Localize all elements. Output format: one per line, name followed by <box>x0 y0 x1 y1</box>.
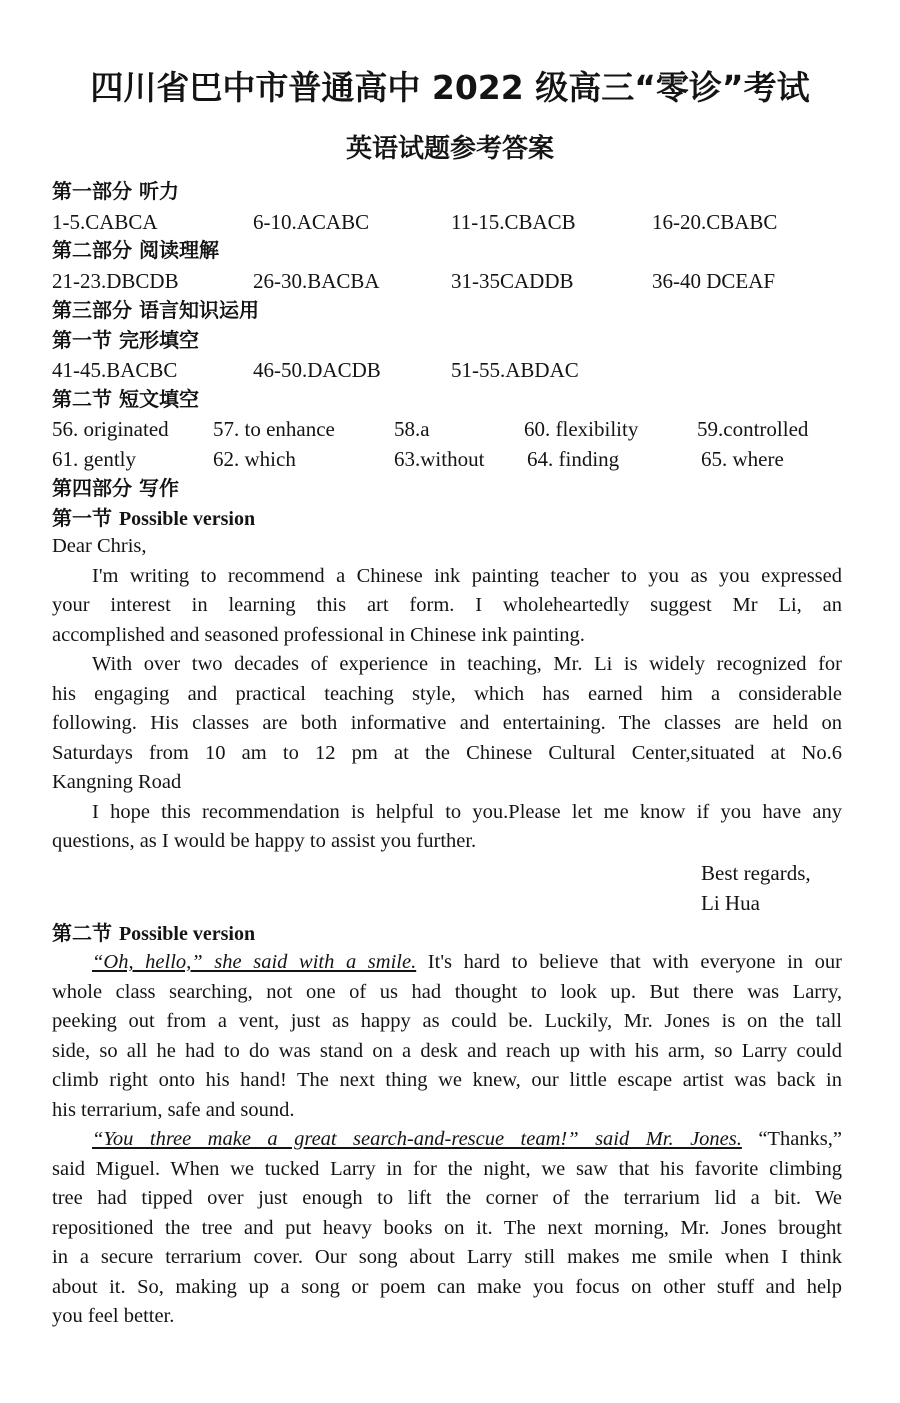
answer-item: 63.without <box>394 447 485 471</box>
answer-item: 62. which <box>213 447 296 471</box>
part2-answers <box>0 268 900 294</box>
letter-greeting: Dear Chris, <box>52 535 147 557</box>
letter-body <box>52 532 842 857</box>
part1-answers <box>0 209 900 235</box>
answer-item: 16-20.CBABC <box>652 210 778 234</box>
text-line: accomplished and seasoned professional in Chinese ink painting. <box>52 623 585 646</box>
answer-item: 58.a <box>394 417 430 441</box>
text-line: side, so all he had to do was stand on a desk and reach up with his arm, so Larry could <box>52 1039 842 1062</box>
section-label-en: Possible version <box>118 923 256 945</box>
text-line: peeking out from a vent, just as happy as could be. Luckily, Mr. Jones is on the tall <box>52 1010 842 1032</box>
answer-item: 57. to enhance <box>213 417 335 441</box>
answer-item: 26-30.BACBA <box>253 269 380 293</box>
answer-item: 51-55.ABDAC <box>451 358 579 382</box>
text-line: tree had tipped over just enough to lift the corner of the terrarium lid a bit. We <box>52 1187 842 1209</box>
answer-item: 6-10.ACABC <box>253 210 370 234</box>
answer-item: 46-50.DACDB <box>253 358 381 382</box>
answer-item: 56. originated <box>52 417 169 441</box>
text-line: With over two decades of experience in teaching, Mr. Li is widely recognized for <box>92 653 842 675</box>
answer-item: 11-15.CBACB <box>451 210 576 234</box>
part4-heading: 第四部分 写作 <box>52 476 179 500</box>
text-line: about it. So, making up a song or poem can make you focus on other stuff and help <box>52 1275 842 1298</box>
answer-item: 41-45.BACBC <box>52 358 178 382</box>
text-line: Kangning Road <box>52 771 182 793</box>
page-subtitle: 英语试题参考答案 <box>345 134 554 164</box>
letter-signature: Li Hua <box>701 891 760 915</box>
answer-item: 31-35CADDB <box>451 269 574 293</box>
answer-item: 21-23.DBCDB <box>52 269 179 293</box>
text-fragment: It's hard to believe that with everyone in our <box>416 951 842 973</box>
part2-heading: 第二部分 阅读理解 <box>52 238 219 262</box>
answer-item: 61. gently <box>52 447 136 471</box>
answer-item: 1-5.CABCA <box>52 210 158 234</box>
part1-heading: 第一部分 听力 <box>52 179 179 203</box>
part4-section2-heading <box>52 920 255 947</box>
dialogue-quote: “Oh, hello,” she said with a smile. <box>92 951 417 973</box>
text-line: whole class searching, not one of us had thought to look up. But there was Larry, <box>52 980 842 1003</box>
text-line: in a secure terrarium cover. Our song about Larry still makes me smile when I think <box>52 1246 842 1268</box>
part3-section1-heading: 第一节 完形填空 <box>52 328 199 352</box>
dialogue-quote: “You three make a great search-and-rescue team!” said Mr. Jones. <box>92 1128 742 1150</box>
part3-section1-answers <box>0 357 900 383</box>
text-fragment: “Thanks,” <box>741 1128 842 1150</box>
section-label-en: Possible version <box>118 508 256 530</box>
story-continuation <box>52 948 842 1332</box>
part3-section2-row2 <box>0 446 900 472</box>
text-line: I'm writing to recommend a Chinese ink painting teacher to you as you expressed <box>92 564 842 587</box>
text-line: I hope this recommendation is helpful to you.Please let me know if you have any <box>92 800 842 823</box>
answer-item: 59.controlled <box>697 417 809 441</box>
answer-item: 36-40 DCEAF <box>652 269 776 293</box>
answer-item: 64. finding <box>527 447 620 471</box>
text-line: questions, as I would be happy to assist you further. <box>52 830 477 852</box>
section-label-cn: 第一节 <box>52 506 112 530</box>
text-line <box>52 948 842 978</box>
part3-heading: 第三部分 语言知识运用 <box>52 298 259 322</box>
part4-section1-heading <box>52 505 255 532</box>
text-line: Saturdays from 10 am to 12 pm at the Chinese Cultural Center,situated at No.6 <box>52 741 842 764</box>
page-title: 四川省巴中市普通高中 2022 级高三“零诊”考试 <box>90 68 810 107</box>
text-line: his engaging and practical teaching style, which has earned him a considerable <box>52 682 842 705</box>
text-line: climb right onto his hand! The next thing we knew, our little escape artist was back in <box>52 1069 842 1091</box>
text-line <box>52 1125 842 1155</box>
answer-item: 65. where <box>701 447 784 471</box>
text-line: your interest in learning this art form. I wholeheartedly suggest Mr Li, an <box>52 594 842 616</box>
text-line: following. His classes are both informative and entertaining. The classes are held on <box>52 712 842 734</box>
part3-section2-row1 <box>0 416 900 442</box>
section-label-cn: 第二节 <box>52 921 112 945</box>
text-line: you feel better. <box>52 1305 175 1327</box>
letter-closing: Best regards, <box>701 861 811 885</box>
answer-item: 60. flexibility <box>524 417 639 441</box>
text-line: repositioned the tree and put heavy books on it. The next morning, Mr. Jones brought <box>52 1216 842 1239</box>
text-line: his terrarium, safe and sound. <box>52 1098 295 1121</box>
text-line: said Miguel. When we tucked Larry in for the night, we saw that his favorite climbing <box>52 1157 842 1180</box>
part3-section2-heading: 第二节 短文填空 <box>52 387 199 411</box>
